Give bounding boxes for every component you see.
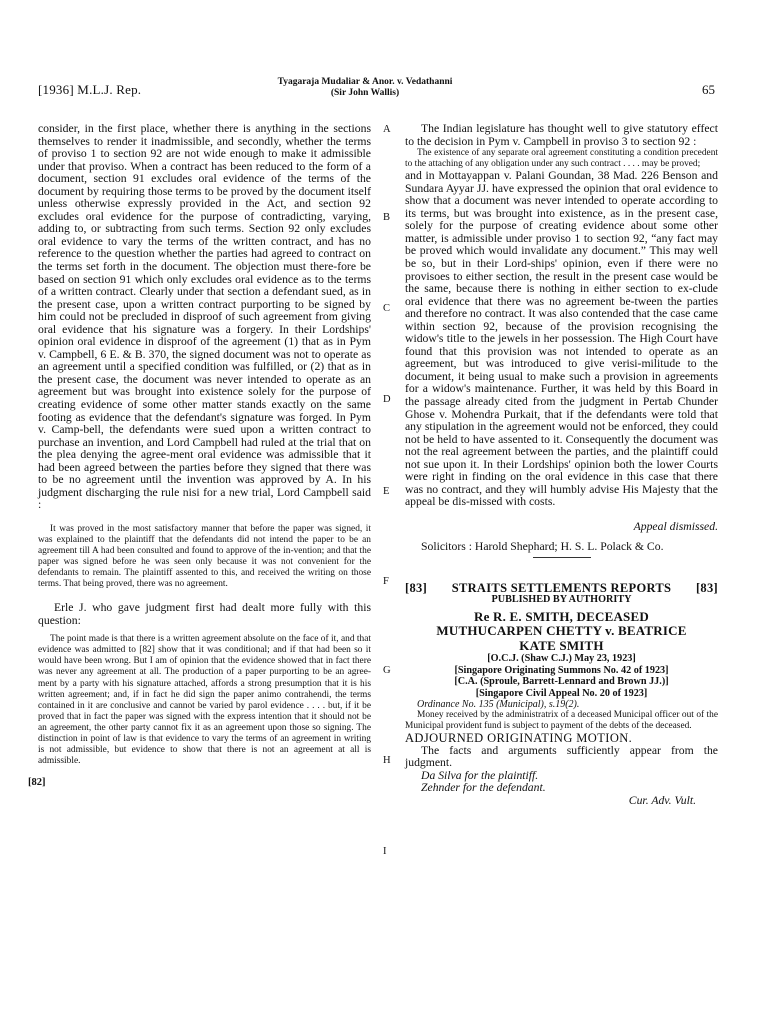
case-parties-line-1: MUTHUCARPEN CHETTY v. BEATRICE bbox=[436, 623, 687, 639]
right-paragraph-1: The Indian legislature has thought well to give statutory effect to the decision in Pym v. Campbell in proviso 3 to section 92 : bbox=[405, 122, 718, 148]
cur-adv-vult: Cur. Adv. Vult. bbox=[628, 794, 696, 808]
left-paragraph-2: Erle J. who gave judgment first had dealt more fully with this question: bbox=[38, 601, 371, 627]
case-re: Re R. E. SMITH, DECEASED bbox=[474, 608, 649, 624]
margin-page-ref: [82] bbox=[28, 777, 46, 788]
judge-name: (Sir John Wallis) bbox=[330, 88, 400, 98]
counsel-plaintiff: Da Silva for the plaintiff. bbox=[421, 768, 539, 782]
court-line-4: [Singapore Civil Appeal No. 20 of 1923] bbox=[475, 687, 648, 699]
margin-letter-b: B bbox=[383, 212, 391, 223]
margin-letter-h: H bbox=[383, 755, 391, 766]
appeal-dismissed: Appeal dismissed. bbox=[633, 519, 718, 533]
margin-letter-a: A bbox=[383, 124, 391, 135]
motion-heading: ADJOURNED ORIGINATING MOTION. bbox=[405, 731, 633, 746]
quote-proviso-3: The existence of any separate oral agreement constituting a condition precedent to the attaching of any obligation under any such contract . . . . may be proved; bbox=[405, 148, 718, 170]
margin-letter-g: G bbox=[383, 665, 391, 676]
right-paragraph-2: and in Mottayappan v. Palani Goundan, 38 Mad. 226 Benson and Sundara Ayyar JJ. have expressed the opinion that oral evidence to show that a document was never intended to operate according to its terms, but was brought into existence, as in the present case, solely for the purpose of creating evidence about some other matter, is admissible under proviso 1 to section 92, “any fact may be proved which would invalidate any document.” This may well be so, but in their Lord-ships' opinion, even if there were no provisoes to either section, the result in the present case would be the same, because there is nothing in either section to ex-clude oral evidence that there was no agreement be-tween the parties and therefore no contract. It was also contended that the case came within section 92, because of the provision recognising the widow's title to the jewels in her possession. The High Court have found that this provision was not intended to operate as an agreement, but was introduced to give verisi-militude to the document, it being usual to make such a provision in agreements for a widow's maintenance. Further, it was held by this Board in the passage already cited from the judgment in Pertab Chunder Ghose v. Mohendra Purkait, that if the defendants were told that any stipulation in the agreement would not be enforced, they could not be held to have assented to it. Consequently the document was not the real agreement between the parties, and the plaintiff could not sue upon it. In their Lordships' opinion both the lower Courts were right in finding on the oral evidence in this case that there was no contract, and they will humbly advise His Majesty that the appeal be dis-missed with costs. bbox=[405, 169, 718, 509]
case-parties-line-2: KATE SMITH bbox=[519, 637, 604, 653]
report-ref-right: [83] bbox=[695, 580, 718, 595]
citation: [1936] M.L.J. Rep. bbox=[38, 82, 142, 97]
report-title: STRAITS SETTLEMENTS REPORTS bbox=[451, 580, 672, 595]
left-paragraph-1: consider, in the first place, whether there is anything in the sections themselves to render it inadmissible, and secondly, whether the terms of proviso 1 to section 92 are not wide enough to make it admissible under that proviso. When a contract has been reduced to the form of a document, section 91 excludes oral evidence of the terms of the document by requiring those terms to be proved by the document itself unless otherwise expressly provided in the Act, and section 92 excludes oral evidence for the purpose of contradicting, varying, adding to, or subtracting from such terms. Section 92 only excludes oral evidence to vary the terms of the written contract, and has no reference to the question whether the parties had agreed to contract on the terms set forth in the document. The objection must there-fore be based on section 91 which only excludes oral evidence as to the terms of a written contract. Clearly under that section a defendant sued, as in the present case, upon a written contract purporting to be signed by him could not be precluded in disproof of such agreement from giving oral evidence that his signature was a forgery. In their Lordships' opinion oral evidence in disproof of the agreement (1) that as in Pym v. Campbell, 6 E. & B. 370, the signed document was not to operate as an agreement until a specified condition was fulfilled, or (2) that as in the present case, the document was never intended to operate as an agreement but was brought into existence solely for the purpose of creating evidence of some other matter stands exactly on the same footing as evidence that the defendant's signature was forged. In Pym v. Camp-bell, the defendants were sued upon a written contract to purchase an invention, and Lord Campbell had ruled at the trial that on the plea denying the agree-ment oral evidence was admissible that it had been agreed between the parties before they signed that there was to be no agreement until the invention was approved by A. In his judgment discharging the rule nisi for a new trial, Lord Campbell said : bbox=[38, 122, 371, 512]
report-ref-left: [83] bbox=[405, 580, 428, 595]
margin-letter-d: D bbox=[383, 394, 391, 405]
case-title: Tyagaraja Mudaliar & Anor. v. Vedathanni bbox=[277, 77, 453, 87]
court-line-2: [Singapore Originating Summons No. 42 of 1923] bbox=[454, 664, 669, 676]
page-number: 65 bbox=[702, 82, 715, 97]
ordinance: Ordinance No. 135 (Municipal), s.19(2). bbox=[417, 699, 580, 711]
margin-letter-f: F bbox=[383, 576, 389, 587]
published-by-authority: PUBLISHED BY AUTHORITY bbox=[491, 594, 632, 606]
margin-letter-i: I bbox=[383, 846, 387, 857]
left-column bbox=[38, 123, 371, 767]
right-column bbox=[405, 123, 718, 808]
solicitors: Solicitors : Harold Shephard; H. S. L. Polack & Co. bbox=[421, 539, 664, 553]
quote-lord-campbell: It was proved in the most satisfactory manner that before the paper was signed, it was explained to the plaintiff that the defendants did not intend the paper to be an agreement till A had been consulted and found to approve of the in-vention; and that the paper was signed before he was seen only because it was not convenient for the defendants to remain. The plaintiff assented to this, and received the writing on those terms. That being proved, there was no agreement. bbox=[38, 523, 371, 590]
counsel-defendant: Zehnder for the defendant. bbox=[421, 781, 546, 795]
running-head bbox=[230, 77, 500, 99]
margin-letter-e: E bbox=[383, 486, 390, 497]
court-line-1: [O.C.J. (Shaw C.J.) May 23, 1923] bbox=[487, 653, 636, 665]
margin-letter-c: C bbox=[383, 303, 391, 314]
divider-rule bbox=[533, 557, 591, 558]
report-heading bbox=[405, 582, 718, 595]
headnote: Money received by the administratrix of a deceased Municipal officer out of the Municipal provident fund is subject to payment of the debts of the deceased. bbox=[405, 710, 718, 732]
quote-erle-j: The point made is that there is a written agreement absolute on the face of it, and that evidence was admitted to [82] show that it was conditional; and if that had been so it would have been wrong. But I am of opinion that the evidence showed that in fact there was never any agreement at all. The production of a paper purporting to be an agree-ment by a party with his signature attached, affords a strong presumption that it is his written agreement; and, if in fact he did sign the paper animo contrahendi, the terms contained in it are conclusive and cannot be varied by parol evidence . . . . but, if it be proved that in fact the paper was signed with the express intention that it should not be an agreement, the other party cannot fix it as an agreement upon those so signing. The distinction in point of law is that evidence to vary the terms of an agreement in writing is not admissible, but evidence to show that there is not an agreement at all is admissible. bbox=[38, 634, 371, 766]
facts: The facts and arguments sufficiently appear from the judgment. bbox=[405, 743, 718, 770]
spacer bbox=[38, 512, 371, 524]
spacer bbox=[405, 564, 718, 582]
court-line-3: [C.A. (Sproule, Barrett-Lennard and Brown JJ.)] bbox=[454, 676, 669, 688]
